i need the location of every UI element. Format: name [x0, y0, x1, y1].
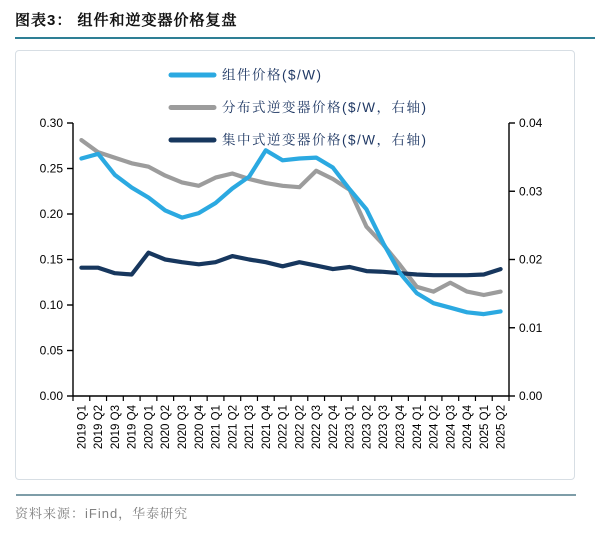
x-tick-label: 2020 Q4	[193, 405, 206, 450]
x-tick-label: 2023 Q4	[395, 405, 407, 450]
y-axis-left	[40, 116, 73, 403]
x-tick-label: 2020 Q3	[177, 405, 189, 450]
x-tick-label: 2024 Q2	[428, 405, 441, 450]
x-tick-label: 2025 Q2	[495, 404, 508, 450]
y-right-tick-label: 0.01	[519, 320, 543, 335]
x-tick-label: 2019 Q2	[93, 405, 106, 450]
x-tick-label: 2021 Q1	[210, 405, 223, 450]
x-tick-label: 2020 Q1	[143, 405, 156, 450]
legend-label: 分布式逆变器价格($/W，右轴)	[222, 100, 428, 115]
y-left-tick-label: 0.05	[39, 343, 63, 358]
y-right-tick-label: 0.00	[519, 389, 543, 403]
price-line-chart	[16, 51, 572, 477]
chart-container	[15, 50, 575, 480]
x-tick-label: 2019 Q3	[109, 405, 122, 450]
footer-separator	[16, 494, 576, 496]
y-right-tick-label: 0.03	[519, 184, 543, 199]
y-axis-right	[509, 116, 543, 403]
title-underline	[15, 37, 595, 39]
y-left-tick-label: 0.00	[39, 389, 63, 403]
x-tick-label: 2022 Q4	[327, 405, 340, 450]
x-tick-label: 2021 Q4	[260, 405, 273, 450]
x-tick-label: 2022 Q3	[311, 405, 324, 450]
x-tick-label: 2022 Q2	[294, 405, 307, 450]
y-right-tick-label: 0.04	[519, 116, 543, 130]
x-tick-label: 2019 Q4	[126, 405, 139, 450]
x-tick-label: 2024 Q3	[445, 405, 458, 450]
x-tick-label: 2024 Q4	[462, 405, 475, 450]
y-right-tick-label: 0.02	[519, 252, 543, 267]
legend-label: 组件价格($/W)	[222, 67, 323, 83]
y-left-tick-label: 0.10	[39, 298, 63, 312]
series-distributed-inverter	[81, 140, 500, 295]
figure-title: 图表3： 组件和逆变器价格复盘	[15, 12, 238, 29]
y-left-tick-label: 0.20	[39, 207, 63, 221]
legend-label: 集中式逆变器价格($/W，右轴)	[222, 132, 428, 148]
x-tick-label: 2023 Q1	[344, 405, 357, 450]
x-axis	[73, 396, 509, 449]
x-tick-label: 2022 Q1	[277, 405, 290, 450]
x-tick-label: 2021 Q2	[227, 405, 240, 450]
x-tick-label: 2025 Q1	[478, 405, 491, 450]
series-centralized-inverter	[81, 253, 500, 276]
x-tick-label: 2024 Q1	[411, 405, 424, 450]
y-left-tick-label: 0.30	[39, 116, 63, 130]
x-tick-label: 2019 Q1	[76, 405, 89, 450]
x-tick-label: 2023 Q3	[378, 405, 391, 450]
x-tick-label: 2023 Q2	[361, 405, 374, 450]
x-tick-label: 2021 Q3	[244, 405, 257, 450]
y-left-tick-label: 0.25	[39, 161, 63, 176]
y-left-tick-label: 0.15	[39, 252, 63, 267]
chart-legend	[171, 67, 428, 149]
source-note: 资料来源：iFind，华泰研究	[15, 506, 189, 521]
x-tick-label: 2020 Q2	[160, 405, 173, 450]
